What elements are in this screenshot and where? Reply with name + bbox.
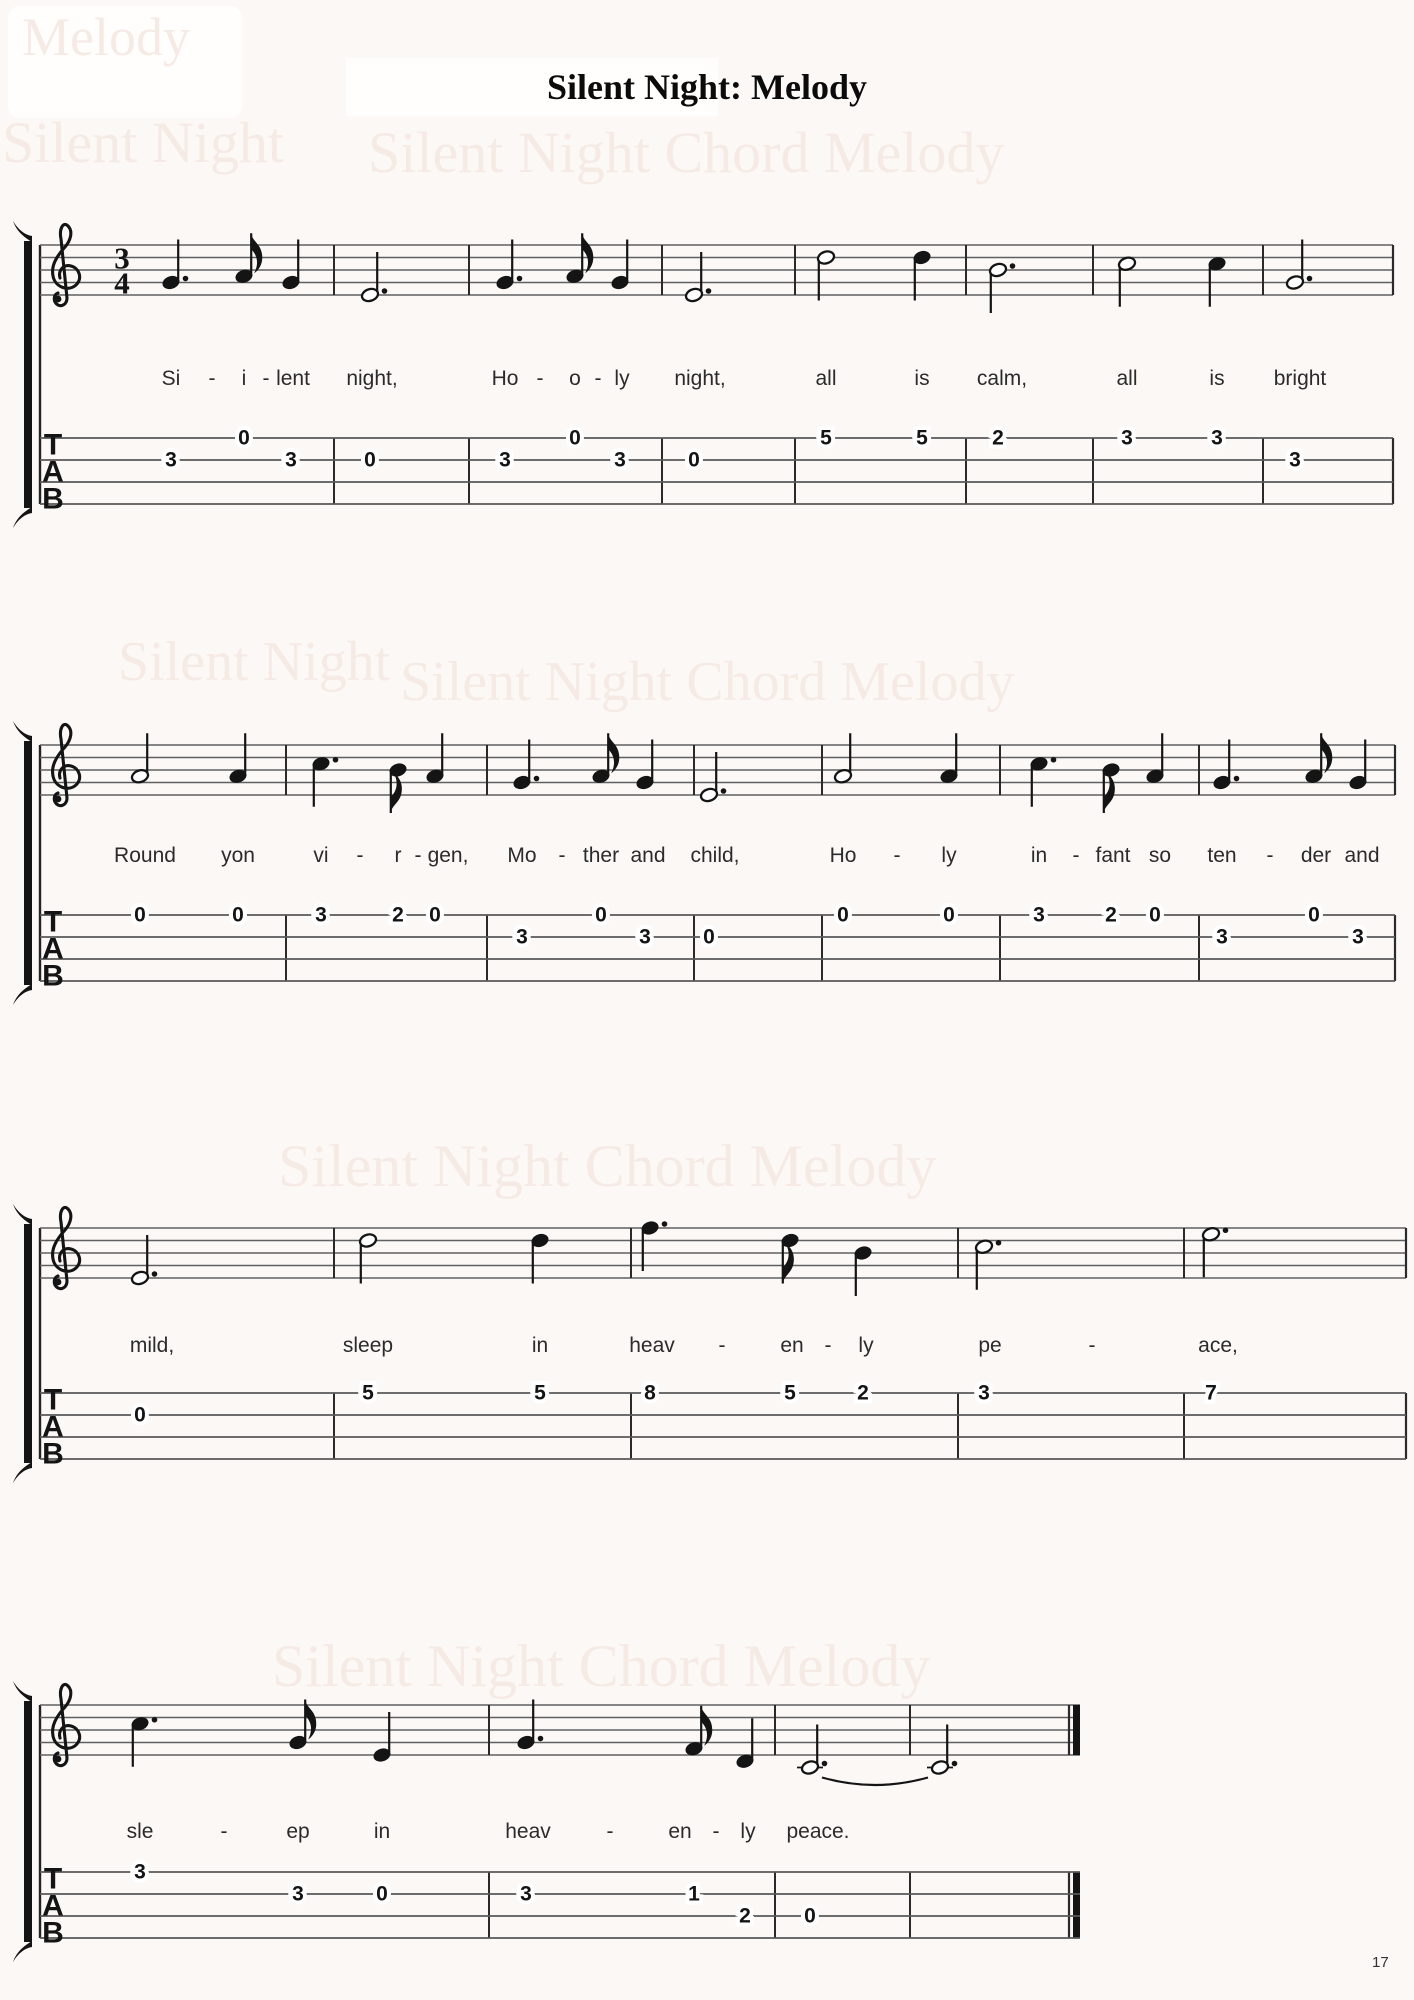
system-bracket	[13, 721, 40, 1005]
treble-clef-icon	[53, 1207, 80, 1288]
lyric-syllable: peace.	[786, 1820, 850, 1843]
note	[684, 1706, 712, 1757]
svg-text:T: T	[43, 905, 63, 939]
page-title: Silent Night: Melody	[547, 67, 867, 107]
note	[1101, 762, 1120, 813]
barlines	[489, 1705, 1077, 1938]
lyric-syllable: sle	[126, 1820, 154, 1843]
eighth-flag	[608, 733, 619, 773]
lyric-syllable: is	[1209, 367, 1225, 390]
lyric-syllable: vi	[313, 844, 329, 867]
tab-number: 3	[614, 448, 626, 472]
lyric-syllable: -	[262, 367, 270, 390]
lyric-syllable: calm,	[976, 367, 1028, 390]
note	[853, 1245, 872, 1296]
tab-number: 2	[1105, 903, 1117, 927]
watermark-text: Melody	[22, 7, 190, 67]
note	[130, 733, 149, 784]
tab-number: 0	[364, 448, 376, 472]
treble-clef-icon	[53, 224, 80, 305]
lyric-syllable: night,	[674, 367, 726, 390]
tab-number: 3	[285, 448, 297, 472]
lyric-syllable: ly	[614, 367, 630, 390]
tab-number: 5	[784, 1381, 796, 1405]
notes	[130, 1700, 957, 1776]
note	[1145, 733, 1164, 784]
note	[1029, 756, 1056, 807]
note	[1201, 1226, 1228, 1277]
note	[735, 1718, 754, 1769]
tab-number: 0	[232, 903, 244, 927]
tie	[822, 1778, 928, 1786]
system-bracket	[13, 1204, 40, 1483]
svg-text:A: A	[42, 932, 64, 966]
watermark-text: Silent Night Chord Melody	[278, 1133, 937, 1199]
note	[927, 1725, 957, 1776]
watermark-text: Silent Night Chord Melody	[400, 651, 1015, 713]
lyric-syllable: so	[1148, 844, 1172, 867]
tab-label	[42, 1863, 64, 1950]
eighth-flag	[701, 1706, 712, 1746]
lyric-syllable: der	[1300, 844, 1332, 867]
note	[1207, 256, 1226, 307]
lyric-syllable: Si	[161, 367, 181, 390]
lyric-syllable: ace,	[1198, 1334, 1238, 1357]
svg-text:T: T	[43, 1383, 63, 1417]
tab-numbers	[165, 427, 1301, 472]
lyric-syllable: -	[606, 1820, 614, 1843]
tab-number: 2	[857, 1381, 869, 1405]
lyric-syllable: -	[718, 1334, 726, 1357]
note	[358, 1232, 377, 1283]
eighth-flag	[251, 233, 262, 273]
lyric-syllable: i	[241, 367, 247, 390]
svg-text:3: 3	[114, 240, 130, 276]
tab-number: 3	[1352, 925, 1364, 949]
tab-number: 3	[165, 448, 177, 472]
tab-label	[42, 1384, 64, 1471]
tab-number: 3	[1121, 426, 1133, 450]
lyric-syllable: pe	[978, 1334, 1002, 1357]
lyric-syllable: -	[536, 367, 544, 390]
treble-clef-icon	[53, 1684, 80, 1765]
svg-text:T: T	[43, 428, 63, 462]
note	[388, 762, 407, 813]
lyric-syllable: o	[569, 367, 581, 390]
tab-number: 0	[804, 1904, 816, 1928]
note	[1304, 733, 1332, 784]
note	[610, 240, 629, 291]
music-system-3	[0, 1168, 1414, 1523]
lyric-syllable: all	[815, 367, 837, 390]
tab-number: 0	[238, 426, 250, 450]
lyric-syllable: Round	[114, 844, 176, 867]
lyric-syllable: -	[824, 1334, 832, 1357]
lyric-syllable: child,	[690, 844, 740, 867]
lyric-syllable: ly	[941, 844, 957, 867]
lyrics	[114, 844, 1379, 867]
tab-number: 5	[916, 426, 928, 450]
lyric-syllable: -	[712, 1820, 720, 1843]
note	[635, 740, 654, 791]
note	[281, 240, 300, 291]
svg-text:B: B	[42, 482, 64, 516]
svg-text:B: B	[42, 1437, 64, 1471]
lyric-syllable: night,	[346, 367, 398, 390]
lyric-syllable: -	[414, 844, 422, 867]
tab-number: 0	[376, 1882, 388, 1906]
system-bracket	[13, 221, 40, 528]
tab-number: 3	[292, 1882, 304, 1906]
tab-number: 5	[820, 426, 832, 450]
lyric-syllable: -	[1072, 844, 1080, 867]
lyric-syllable: -	[1088, 1334, 1096, 1357]
tab-number: 0	[569, 426, 581, 450]
watermark-text: Silent Night	[2, 110, 284, 175]
tab-staff	[40, 1872, 1080, 1938]
note	[1348, 740, 1367, 791]
lyric-syllable: Ho	[491, 367, 519, 390]
lyric-syllable: mild,	[129, 1334, 175, 1357]
tab-number: 3	[1211, 426, 1223, 450]
note	[939, 733, 958, 784]
notes	[130, 1220, 1228, 1296]
eighth-flag	[391, 773, 402, 813]
tab-number: 0	[595, 903, 607, 927]
lyric-syllable: Mo	[507, 844, 537, 867]
tab-number: 2	[739, 1904, 751, 1928]
treble-clef-icon	[53, 724, 80, 805]
tab-number: 3	[516, 925, 528, 949]
lyric-syllable: sleep	[342, 1334, 394, 1357]
lyric-syllable: r	[394, 844, 402, 867]
lyric-syllable: bright	[1273, 367, 1327, 390]
lyric-syllable: ep	[286, 1820, 310, 1843]
note	[311, 756, 338, 807]
lyric-syllable: all	[1116, 367, 1138, 390]
tab-number: 0	[1149, 903, 1161, 927]
eighth-flag	[582, 233, 593, 273]
tab-number: 3	[639, 925, 651, 949]
tab-staff	[40, 1393, 1406, 1459]
tab-number: 3	[499, 448, 511, 472]
lyric-syllable: fant	[1095, 844, 1131, 867]
svg-text:T: T	[43, 1862, 63, 1896]
tab-number: 0	[429, 903, 441, 927]
lyrics	[127, 1820, 850, 1843]
lyric-syllable: -	[1266, 844, 1274, 867]
tab-number: 0	[688, 448, 700, 472]
system-bracket	[13, 1681, 40, 1962]
tab-label	[42, 906, 64, 993]
note	[565, 233, 593, 284]
svg-text:A: A	[42, 455, 64, 489]
lyric-syllable: -	[208, 367, 216, 390]
lyric-syllable: and	[1344, 844, 1380, 867]
svg-text:B: B	[42, 959, 64, 993]
time-signature	[114, 241, 130, 301]
music-system-4	[0, 1645, 1414, 2000]
lyric-syllable: in	[373, 1820, 391, 1843]
music-system-1	[0, 185, 1414, 540]
svg-text:B: B	[42, 1916, 64, 1950]
tab-number: 0	[134, 1403, 146, 1427]
page-number: 17	[1372, 1954, 1389, 1971]
note	[234, 233, 262, 284]
tab-numbers	[134, 904, 1364, 949]
tab-number: 3	[978, 1381, 990, 1405]
note	[780, 1232, 799, 1283]
lyric-syllable: ther	[582, 844, 620, 867]
tab-numbers	[134, 1382, 1217, 1427]
tab-number: 3	[134, 1860, 146, 1884]
lyric-syllable: in	[531, 1334, 549, 1357]
staff	[40, 745, 1395, 795]
lyric-syllable: ten	[1207, 844, 1237, 867]
lyric-syllable: en	[780, 1334, 804, 1357]
staff	[40, 1705, 1080, 1755]
note	[372, 1712, 391, 1763]
svg-text:A: A	[42, 1889, 64, 1923]
lyric-syllable: ly	[858, 1334, 874, 1357]
note	[912, 249, 931, 300]
lyric-syllable: in	[1030, 844, 1048, 867]
tab-number: 5	[362, 1381, 374, 1405]
lyric-syllable: -	[356, 844, 364, 867]
note	[1117, 256, 1136, 307]
lyric-syllable: -	[558, 844, 566, 867]
note	[797, 1725, 827, 1776]
tab-number: 3	[1289, 448, 1301, 472]
lyric-syllable: lent	[276, 367, 310, 390]
svg-text:4: 4	[114, 265, 130, 301]
lyric-syllable: is	[914, 367, 930, 390]
tab-number: 2	[992, 426, 1004, 450]
tab-number: 3	[520, 1882, 532, 1906]
lyric-syllable: and	[630, 844, 666, 867]
lyric-syllable: heav	[629, 1334, 675, 1357]
lyric-syllable: ly	[740, 1820, 756, 1843]
note	[974, 1239, 1001, 1290]
eighth-flag	[1104, 773, 1115, 813]
tab-number: 0	[837, 903, 849, 927]
watermark-text: Silent Night Chord Melody	[272, 1633, 931, 1699]
tab-number: 0	[943, 903, 955, 927]
lyrics	[162, 367, 1327, 390]
staff	[40, 1228, 1406, 1278]
tab-number: 7	[1205, 1381, 1217, 1405]
tab-number: 0	[134, 903, 146, 927]
eighth-flag	[1321, 733, 1332, 773]
tab-label	[42, 429, 64, 516]
lyric-syllable: gen,	[427, 844, 469, 867]
note	[425, 733, 444, 784]
note	[591, 733, 619, 784]
note	[228, 733, 247, 784]
lyric-syllable: en	[668, 1820, 692, 1843]
lyric-syllable: -	[893, 844, 901, 867]
music-system-2	[0, 685, 1414, 1040]
lyric-syllable: Ho	[829, 844, 857, 867]
note	[816, 249, 835, 300]
tab-number: 0	[1308, 903, 1320, 927]
tab-number: 0	[703, 925, 715, 949]
note	[833, 733, 852, 784]
tab-number: 5	[534, 1381, 546, 1405]
svg-text:A: A	[42, 1410, 64, 1444]
tab-number: 2	[392, 903, 404, 927]
lyric-syllable: yon	[221, 844, 255, 867]
tab-number: 1	[688, 1882, 700, 1906]
staff	[40, 245, 1393, 295]
lyric-syllable: -	[594, 367, 602, 390]
lyric-syllable: heav	[505, 1820, 551, 1843]
tab-number: 3	[1033, 903, 1045, 927]
tab-number: 3	[1216, 925, 1228, 949]
note	[130, 1716, 157, 1767]
lyrics	[130, 1334, 1238, 1357]
note	[530, 1232, 549, 1283]
tab-number: 8	[644, 1381, 656, 1405]
watermark-text: Silent Night	[118, 631, 391, 693]
tab-number: 3	[315, 903, 327, 927]
watermark-text: Silent Night Chord Melody	[368, 120, 1005, 185]
lyric-syllable: -	[220, 1820, 228, 1843]
